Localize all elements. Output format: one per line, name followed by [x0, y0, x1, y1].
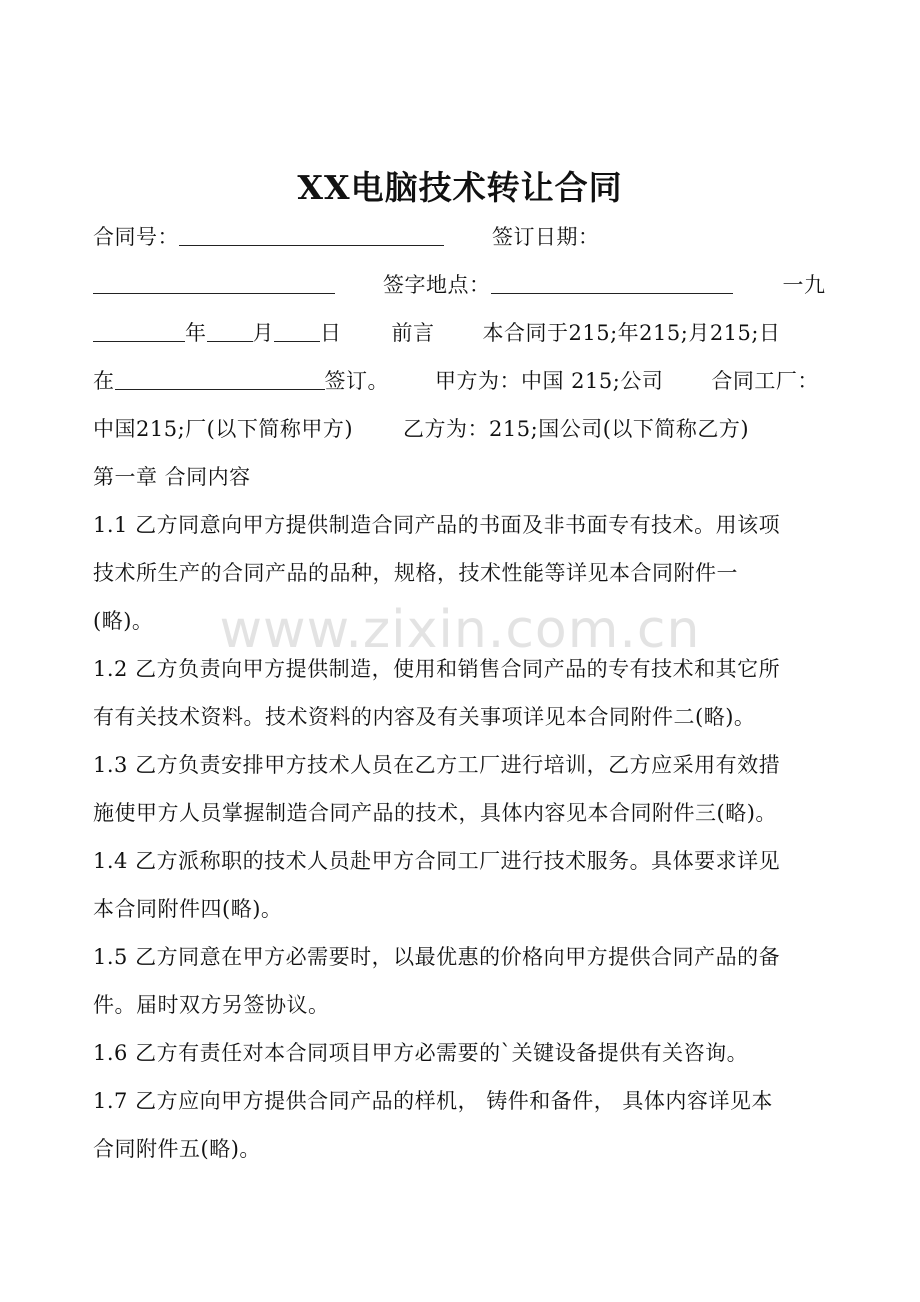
header-line-1: [93, 222, 838, 252]
paragraph-line: 合同附件五(略)。: [93, 1137, 261, 1161]
sign-place-label: 签字地点：: [383, 273, 491, 297]
factory-value: 中国215;厂(以下简称甲方): [93, 417, 354, 441]
party-a-label: 甲方为：中国 215;公司: [435, 369, 664, 393]
paragraph-line: (略)。: [93, 609, 154, 633]
year-blank: [93, 319, 185, 342]
paragraph-line: 本合同附件四(略)。: [93, 897, 283, 921]
month-label: 月: [252, 321, 274, 345]
header-line-3: [93, 318, 838, 348]
paragraph-line: 1.1 乙方同意向甲方提供制造合同产品的书面及非书面专有技术。用该项: [93, 513, 781, 537]
paragraph-line: 1.6 乙方有责任对本合同项目甲方必需要的`关键设备提供有关咨询。: [93, 1041, 749, 1065]
paragraph-line: 1.5 乙方同意在甲方必需要时，以最优惠的价格向甲方提供合同产品的备: [93, 945, 781, 969]
signed-label: 签订。: [324, 369, 389, 393]
chapter-heading: 第一章 合同内容: [93, 465, 251, 489]
paragraph-line: 1.4 乙方派称职的技术人员赴甲方合同工厂进行技术服务。具体要求详见: [93, 849, 781, 873]
watermark: www.zixin.com.cn: [219, 600, 701, 660]
factory-label: 合同工厂：: [711, 369, 819, 393]
at-label: 在: [93, 369, 115, 393]
contract-at: 本合同于215;年215;月215;日: [482, 321, 781, 345]
contract-no-blank: [179, 223, 444, 246]
sign-place-blank: [491, 271, 733, 294]
preface-label: 前言: [391, 321, 435, 345]
day-blank: [274, 319, 320, 342]
sign-date-blank: [93, 271, 335, 294]
header-line-4: [93, 366, 838, 396]
year-label: 年: [185, 321, 207, 345]
paragraph-line: 1.2 乙方负责向甲方提供制造，使用和销售合同产品的专有技术和其它所: [93, 657, 781, 681]
party-b-label: 乙方为：215;国公司(以下简称乙方): [403, 417, 750, 441]
contract-no-label: 合同号：: [93, 225, 179, 249]
paragraph-line: 技术所生产的合同产品的品种，规格，技术性能等详见本合同附件一: [93, 561, 738, 585]
page-title: XX电脑技术转让合同: [297, 168, 623, 207]
day-label: 日: [320, 321, 342, 345]
paragraph-line: 施使甲方人员掌握制造合同产品的技术，具体内容见本合同附件三(略)。: [93, 801, 777, 825]
header-line-5: [93, 414, 838, 444]
header-line-2: [93, 270, 838, 300]
place-blank: [115, 367, 325, 390]
sign-date-label: 签订日期：: [492, 225, 600, 249]
paragraph-line: 1.3 乙方负责安排甲方技术人员在乙方工厂进行培训，乙方应采用有效措: [93, 753, 781, 777]
paragraph-line: 1.7 乙方应向甲方提供合同产品的样机， 铸件和备件， 具体内容详见本: [93, 1089, 773, 1113]
paragraph-line: 有有关技术资料。技术资料的内容及有关事项详见本合同附件二(略)。: [93, 705, 756, 729]
month-blank: [207, 319, 253, 342]
year-prefix: 一九: [782, 273, 826, 297]
paragraph-line: 件。届时双方另签协议。: [93, 993, 330, 1017]
